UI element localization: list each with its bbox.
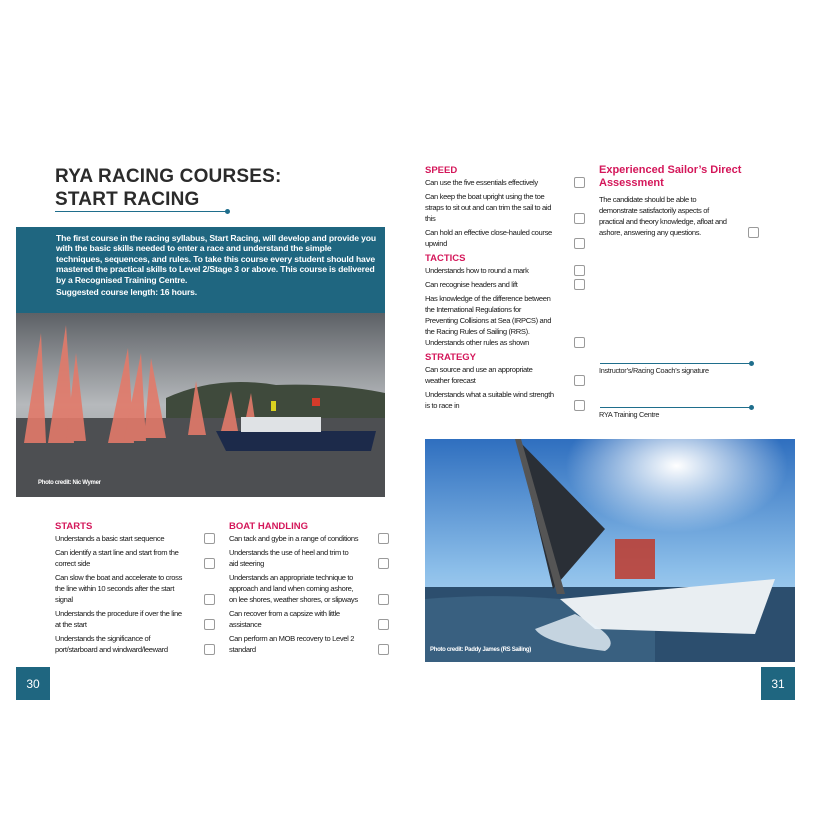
item-text: Understands what a suitable wind strength is to race in [425, 390, 554, 410]
checklist-item [55, 633, 215, 655]
checkbox[interactable] [574, 337, 585, 348]
section-heading: BOAT HANDLING [229, 521, 308, 532]
checkbox[interactable] [574, 279, 585, 290]
checkbox[interactable] [574, 238, 585, 249]
item-text: Can recognise headers and lift [425, 280, 518, 289]
item-text: Understands a basic start sequence [55, 534, 165, 543]
item-text: Can identify a start line and start from the correct side [55, 548, 179, 568]
checkbox[interactable] [204, 533, 215, 544]
item-text: Understands the procedure if over the line at the start [55, 609, 182, 629]
title-underline [55, 211, 228, 212]
title-line-2: START RACING [55, 189, 200, 210]
checkbox[interactable] [378, 619, 389, 630]
centre-label: RYA Training Centre [599, 410, 660, 419]
right-checklist [425, 162, 585, 414]
signature-label: Instructor’s/Racing Coach’s signature [599, 366, 709, 375]
course-length: Suggested course length: 16 hours. [56, 287, 198, 298]
item-text: Can tack and gybe in a range of conditions [229, 534, 359, 543]
checklist-item [425, 191, 585, 224]
photo-credit: Photo credit: Paddy James (RS Sailing) [430, 647, 531, 653]
checklist-item [229, 572, 389, 605]
centre-line [600, 407, 752, 408]
intro-text: The first course in the racing syllabus, Start Racing, will develop and provide you with the basic skills needed to enter a race and understand the simple techniques, sequences, and rules. To take this course every student should have mastered the practical skills to Level 2/Stage 3 or above. This course is delivered by a Recognised Training Centre. [56, 233, 376, 285]
item-text: Understands the significance of port/starboard and windward/leeward [55, 634, 168, 654]
checklist-item [55, 547, 215, 569]
item-text: Can recover from a capsize with little assistance [229, 609, 340, 629]
checkbox[interactable] [574, 375, 585, 386]
assessment-heading: Experienced Sailor’s Direct Assessment [599, 164, 742, 189]
starts-section [55, 518, 215, 658]
checklist-item [229, 547, 389, 569]
checkbox[interactable] [204, 594, 215, 605]
page-number-right: 31 [761, 667, 795, 700]
checklist-item [425, 265, 585, 276]
page-number-left: 30 [16, 667, 50, 700]
assessment-text: The candidate should be able to demonstrate satisfactorily aspects of practical and theory knowledge, afloat and ashore, answering any questions. [599, 195, 727, 237]
checklist-item [425, 227, 585, 249]
checkbox[interactable] [378, 558, 389, 569]
checklist-item [229, 533, 389, 544]
item-text: Understands how to round a mark [425, 266, 529, 275]
checkbox[interactable] [204, 619, 215, 630]
item-text: Can perform an MOB recovery to Level 2 standard [229, 634, 355, 654]
title-line-1: RYA RACING COURSES: [55, 166, 282, 187]
checkbox[interactable] [378, 644, 389, 655]
item-text: Understands an appropriate technique to approach and land when coming ashore, on lee shores, weather shores, or slipways [229, 573, 358, 604]
item-text: Can source and use an appropriate weather forecast [425, 365, 533, 385]
checkbox[interactable] [574, 265, 585, 276]
checklist-item [425, 293, 585, 348]
checkbox[interactable] [748, 227, 759, 238]
checklist-item [229, 633, 389, 655]
checklist-item [425, 279, 585, 290]
checklist-item [599, 194, 759, 238]
checkbox[interactable] [204, 644, 215, 655]
item-text: Understands the use of heel and trim to aid steering [229, 548, 349, 568]
page-title [55, 165, 282, 211]
item-text: Can use the five essentials effectively [425, 178, 538, 187]
keelboat-sailing-photo [425, 439, 795, 662]
item-text: Can hold an effective close-hauled course upwind [425, 228, 552, 248]
intro-box [16, 227, 385, 313]
section-heading: TACTICS [425, 253, 466, 264]
section-heading: STRATEGY [425, 352, 477, 363]
checkbox[interactable] [574, 400, 585, 411]
boat-handling-section [229, 518, 389, 658]
direct-assessment [599, 164, 759, 241]
checklist-item [55, 572, 215, 605]
checkbox[interactable] [378, 533, 389, 544]
checklist-item [425, 364, 585, 386]
checklist-item [425, 177, 585, 188]
checkbox[interactable] [204, 558, 215, 569]
section-heading: SPEED [425, 165, 458, 176]
checklist-item [55, 533, 215, 544]
dinghy-racing-photo [16, 313, 385, 497]
item-text: Can keep the boat upright using the toe straps to sit out and can trim the sail to aid this [425, 192, 552, 223]
checkbox[interactable] [378, 594, 389, 605]
photo-credit: Photo credit: Nic Wymer [38, 480, 101, 486]
item-text: Has knowledge of the difference between the International Regulations for Preventing Collisions at Sea (IRPCS) and the Racing Rules of Sailing (RRS). Understands other rules as shown [425, 294, 552, 347]
checklist-item [55, 608, 215, 630]
section-heading: STARTS [55, 521, 93, 532]
signature-line [600, 363, 752, 364]
checkbox[interactable] [574, 177, 585, 188]
checklist-item [229, 608, 389, 630]
checklist-item [425, 389, 585, 411]
item-text: Can slow the boat and accelerate to cross the line within 10 seconds after the start signal [55, 573, 183, 604]
checkbox[interactable] [574, 213, 585, 224]
